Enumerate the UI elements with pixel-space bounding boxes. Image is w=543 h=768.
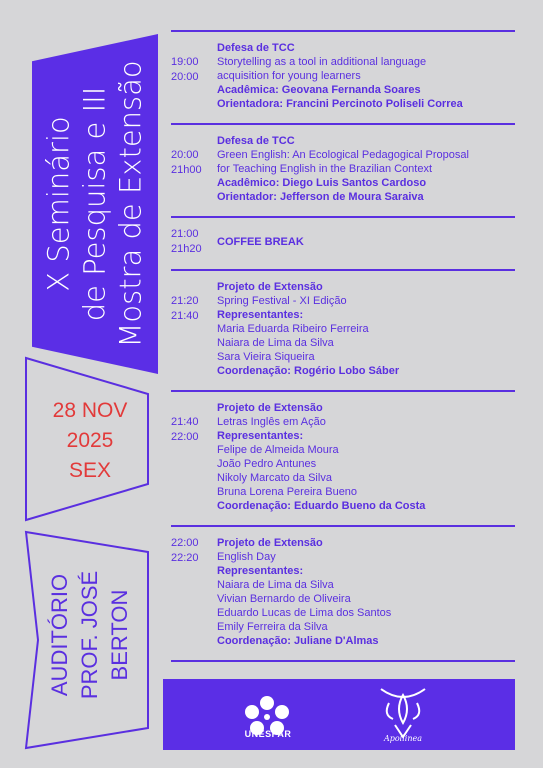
schedule-item [171, 401, 515, 513]
schedule-time-end: 21h00 [171, 164, 202, 176]
schedule-time-end: 21:40 [171, 310, 199, 322]
event-day: 28 NOV [52, 399, 128, 422]
schedule-divider [171, 390, 515, 392]
schedule-line: Projeto de Extensão [217, 537, 323, 549]
schedule-time [171, 41, 217, 111]
schedule-divider [171, 216, 515, 218]
schedule-line: Emily Ferreira da Silva [217, 621, 328, 633]
schedule-line: Letras Inglês em Ação [217, 416, 326, 428]
schedule-line: Eduardo Lucas de Lima dos Santos [217, 607, 392, 619]
schedule-line: Defesa de TCC [217, 42, 295, 54]
schedule-line: COFFEE BREAK [217, 236, 304, 248]
schedule-divider [171, 123, 515, 125]
unespar-label: UNESPAR [244, 729, 292, 739]
schedule-divider [171, 30, 515, 32]
venue-text [24, 530, 156, 740]
schedule-details [217, 227, 515, 257]
venue-line-3: BERTON [106, 589, 132, 681]
schedule-time [171, 134, 217, 204]
title-line-2: de Pesquisa e III [78, 86, 113, 322]
schedule-line: Sara Vieira Siqueira [217, 351, 315, 363]
schedule-line: Storytelling as a tool in additional language [217, 56, 427, 68]
schedule-divider [171, 525, 515, 527]
schedule-item [171, 134, 515, 204]
event-year: 2025 [66, 429, 114, 452]
schedule-line: Naiara de Lima da Silva [217, 579, 334, 591]
schedule-line: Orientador: Jefferson de Moura Saraiva [217, 191, 424, 203]
schedule-details [217, 401, 515, 513]
schedule-line: Naiara de Lima da Silva [217, 337, 334, 349]
schedule-time-start: 20:00 [171, 149, 199, 161]
schedule-item [171, 227, 515, 257]
title-line-3: Mostra de Extensão [114, 60, 149, 348]
schedule-time [171, 280, 217, 378]
title-banner-text [32, 34, 158, 374]
schedule-time-end: 22:00 [171, 431, 199, 443]
schedule-time-end: 21h20 [171, 243, 202, 255]
schedule-line: João Pedro Antunes [217, 458, 317, 470]
schedule-line: Projeto de Extensão [217, 281, 323, 293]
schedule-line: Acadêmica: Geovana Fernanda Soares [217, 84, 421, 96]
apollinea-logo-icon [375, 685, 431, 745]
schedule-item [171, 280, 515, 378]
schedule-line: Vivian Bernardo de Oliveira [217, 593, 351, 605]
schedule-line: Representantes: [217, 430, 304, 442]
schedule-details [217, 134, 515, 204]
schedule-line: Orientadora: Francini Percinoto Poliseli Correa [217, 98, 463, 110]
event-date [24, 396, 156, 486]
schedule-details [217, 41, 515, 111]
schedule-line: for Teaching English in the Brazilian Context [217, 163, 433, 175]
schedule [171, 30, 515, 662]
schedule-time [171, 227, 217, 257]
schedule-line: Projeto de Extensão [217, 402, 323, 414]
schedule-line: Representantes: [217, 565, 304, 577]
schedule-line: Representantes: [217, 309, 304, 321]
schedule-line: Acadêmico: Diego Luis Santos Cardoso [217, 177, 427, 189]
schedule-line: Bruna Lorena Pereira Bueno [217, 486, 358, 498]
title-line-1: X Seminário [42, 116, 77, 292]
schedule-line: English Day [217, 551, 276, 563]
schedule-time [171, 536, 217, 648]
schedule-details [217, 536, 515, 648]
schedule-line: Nikoly Marcato da Silva [217, 472, 332, 484]
schedule-line: Defesa de TCC [217, 135, 295, 147]
schedule-line: acquisition for young learners [217, 70, 361, 82]
venue-line-2: PROF. JOSÉ [76, 570, 102, 700]
schedule-time-start: 19:00 [171, 56, 199, 68]
schedule-item [171, 41, 515, 111]
schedule-time [171, 401, 217, 513]
schedule-line: Coordenação: Eduardo Bueno da Costa [217, 500, 426, 512]
schedule-line: Spring Festival - XI Edição [217, 295, 347, 307]
schedule-time-end: 22:20 [171, 552, 199, 564]
schedule-details [217, 280, 515, 378]
apollinea-wordmark: Apollinea [383, 734, 423, 743]
event-weekday: SEX [68, 459, 112, 482]
schedule-line: Felipe de Almeida Moura [217, 444, 339, 456]
schedule-line: Coordenação: Rogério Lobo Sáber [217, 365, 400, 377]
schedule-time-end: 20:00 [171, 71, 199, 83]
schedule-time-start: 21:20 [171, 295, 199, 307]
schedule-line: Maria Eduarda Ribeiro Ferreira [217, 323, 369, 335]
schedule-item [171, 536, 515, 648]
schedule-line: Green English: An Ecological Pedagogical Proposal [217, 149, 469, 161]
schedule-divider [171, 269, 515, 271]
venue-line-1: AUDITÓRIO [46, 573, 72, 697]
schedule-divider [171, 660, 515, 662]
schedule-line: Coordenação: Juliane D'Almas [217, 635, 379, 647]
footer-logos [163, 679, 515, 750]
schedule-time-start: 21:00 [171, 228, 199, 240]
schedule-time-start: 21:40 [171, 416, 199, 428]
schedule-time-start: 22:00 [171, 537, 199, 549]
